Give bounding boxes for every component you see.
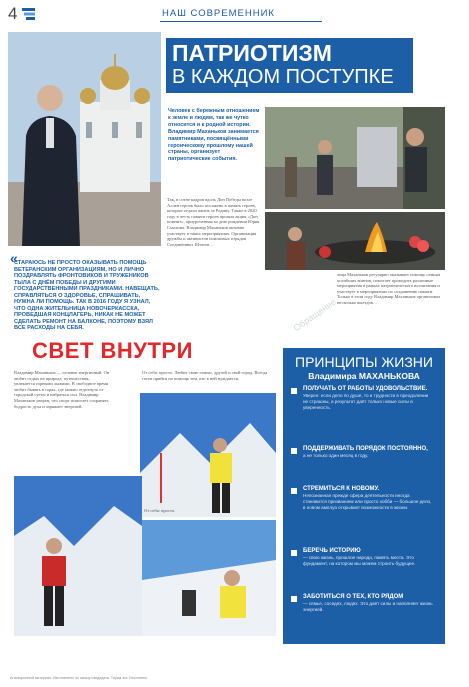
hero-photo [8, 32, 161, 246]
check-icon [291, 388, 297, 394]
principle-item [283, 594, 445, 613]
page-header [0, 0, 469, 34]
article-body-middle: Так, в сотне кадров вдоль Дон Победы возле Аллеи героев было посажено в память героев, которые отдали жизнь за Родину. Также в 2020 году в честь памяти героев прошла акция «Дон помнит», приуроченная ко дню рождения Юрия Смолина. Владимир Маханьков активно участвует в таких мероприятиях. Организация дружбы и активистов поисковых отрядов Соединённых Штатов… [167, 197, 260, 247]
principles-title: ПРИНЦИПЫ ЖИЗНИ [295, 354, 433, 370]
flag-stripes-icon [22, 8, 35, 20]
eternal-flame-photo [265, 212, 445, 270]
principle-text: — семье, соседях, людях. Это даёт силы и наполняет жизнь энергией. [303, 601, 433, 612]
principle-item [283, 446, 445, 459]
lead-text: Человек с бережным отношением к земле и людям, так же чутко относится и к родной истории. Владимир Маханьков занимается памятниками, посвящёнными героическому прошлому нашей страны, организует патриотические события. [168, 108, 260, 163]
check-icon [291, 550, 297, 556]
principle-title: ПОДДЕРЖИВАТЬ ПОРЯДОК ПОСТОЯННО, [303, 446, 428, 452]
monument-photo [265, 107, 445, 209]
check-icon [291, 596, 297, 602]
principles-box [283, 348, 445, 644]
principle-title: ПОЛУЧАТЬ ОТ РАБОТЫ УДОВОЛЬСТВИЕ. [303, 386, 428, 392]
principles-subtitle: Владимира МАХАНЬКОВА [308, 371, 420, 381]
section2-headline: СВЕТ ВНУТРИ [32, 338, 193, 363]
principle-item [283, 548, 445, 567]
principle-title: БЕРЕЧЬ ИСТОРИЮ [303, 548, 361, 554]
principle-text: Непознанная прежде сфера деятельности иногда становится призванием или просто хобби — большое дело, в новом амплуа открывает возможности в жизни. [303, 493, 432, 510]
check-icon [291, 488, 297, 494]
principle-title: ЗАБОТИТЬСЯ О ТЕХ, КТО РЯДОМ [303, 594, 404, 600]
section2-body-middle: От себя: просто. Любит свою семью, друзей и свой город. Всегда готов прийти на помощь тем, кто в ней нуждается. [142, 370, 268, 381]
article-body-right: лица Маханьков регулярно оказывает помощь семьям погибших воинов, помогает проводить различные мероприятия в рамках патриотического воспитания и участвует в мероприятиях по сохранению памяти. Только в этом году Владимир Маханьков организовал несколько выездов… [337, 272, 441, 305]
page-number: 4 [8, 4, 18, 23]
pull-quote: СТАРАЮСЬ НЕ ПРОСТО ОКАЗЫВАТЬ ПОМОЩЬ ВЕТЕРАНСКИМ ОРГАНИЗАЦИЯМ, НО И ЛИЧНО ПОЗДРАВЛЯТЬ ФРОНТОВИКОВ И ТРУЖЕНИКОВ ТЫЛА С ДНЁМ ПОБЕДЫ И ДРУГИМИ ГОСУДАРСТВЕННЫМИ ПРАЗДНИКАМИ. НАВЕЩАТЬ, СПРАВЛЯТЬСЯ О ЗДОРОВЬЕ, СПРАШИВАТЬ, НУЖНА ЛИ ПОМОЩЬ. ТАК В 2016 ГОДУ Я УЗНАЛ, ЧТО ОДНА ЖИТЕЛЬНИЦА НОВОЧЕРКАССКА, ПРОВЕДШАЯ КОНЦЛАГЕРЬ, НИКАК НЕ МОЖЕТ СДЕЛАТЬ РЕМОНТ НА БАЛКОНЕ, ПОЭТОМУ ВЗЯЛ ВСЕ РАСХОДЫ НА СЕБЯ. [14, 260, 160, 331]
watermark: Обращение [291, 296, 338, 334]
headline-line1: ПАТРИОТИЗМ [172, 40, 332, 66]
footer-imprint: Агитационный материал. Изготовлено по заказу кандидата. Тираж экз. Бесплатно. [10, 676, 149, 680]
principle-item [283, 486, 445, 510]
header-rule [160, 21, 322, 22]
quote-mark-icon: « [10, 250, 18, 266]
check-icon [291, 448, 297, 454]
ski-photo-left [14, 476, 142, 636]
section2-body-left: Владимир Маханьков — человек энергичный. Он любит отдых на природе, путешествия, увлекается горными лыжами. В свободное время любит бывать в горах, где можно отдохнуть от городской суеты и набраться сил. Владимир Маханьков уверен, что спорт помогает сохранять бодрость духа и заряжает энергией. [14, 370, 110, 409]
principle-text: — свою жизнь, прошлое народа, память места. Это фундамент, на котором мы можем строить будущее. [303, 555, 416, 566]
principle-text: а не только один месяц в году. [303, 453, 369, 458]
principle-title: СТРЕМИТЬСЯ К НОВОМУ. [303, 486, 380, 492]
headline-box [166, 38, 413, 93]
photo-caption: От себя: просто. [144, 508, 176, 513]
ski-photo-bottom [142, 520, 276, 636]
section-title: НАШ СОВРЕМЕННИК [162, 8, 275, 19]
headline-line2: В КАЖДОМ ПОСТУПКЕ [172, 66, 394, 88]
principle-text: Уверен: если дело по душе, то и трудности в преодолении не страшны, а результат даёт только новые силы и уверенность. [303, 393, 429, 410]
principle-item [283, 386, 445, 410]
ski-photo-top [140, 393, 276, 517]
